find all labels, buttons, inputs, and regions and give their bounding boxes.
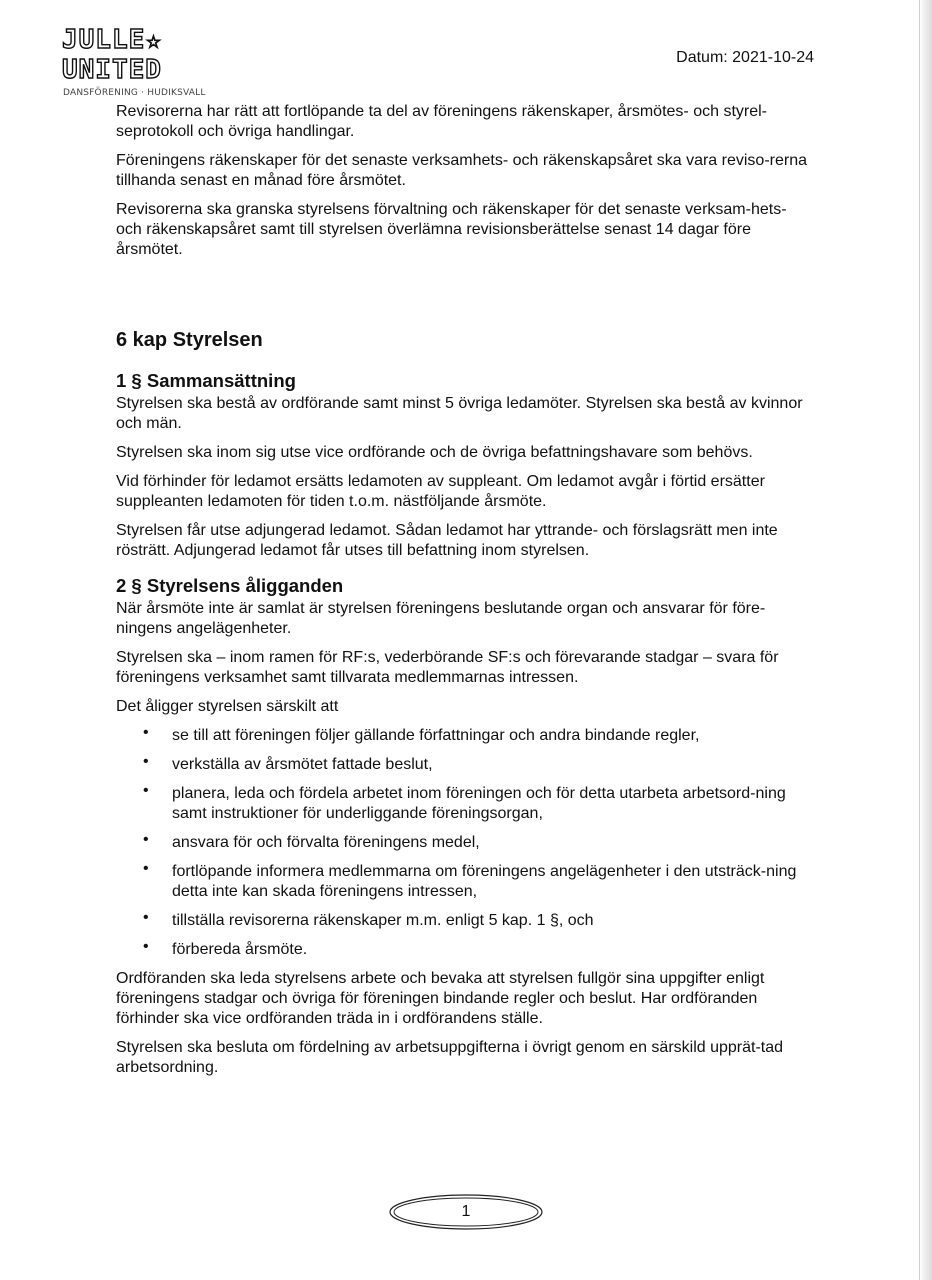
logo-wordmark-line2: UNITED bbox=[62, 55, 162, 85]
list-item-text: fortlöpande informera medlemmarna om föreningens angelägenheter i den utsträck-ning detta inte kan skada föreningens intressen, bbox=[172, 863, 797, 900]
list-item-text: planera, leda och fördela arbetet inom föreningen och för detta utarbeta arbetsord-ning samt instruktioner för underliggande föreningsorgan, bbox=[172, 785, 786, 822]
section-paragraph: Vid förhinder för ledamot ersätts ledamoten av suppleant. Om ledamot avgår i förtid ersätter suppleanten ledamoten för tiden t.o.m. nästföljande årsmöte. bbox=[116, 473, 765, 510]
bullet-icon: • bbox=[143, 753, 149, 770]
bullet-icon: • bbox=[143, 938, 149, 955]
club-logo bbox=[62, 25, 206, 102]
list-item-text: tillställa revisorerna räkenskaper m.m. enligt 5 kap. 1 §, och bbox=[172, 912, 594, 929]
section-paragraph: Styrelsen ska inom sig utse vice ordförande och de övriga befattningshavare som behövs. bbox=[116, 444, 753, 461]
bullet-icon: • bbox=[143, 782, 149, 799]
intro-paragraph: Föreningens räkenskaper för det senaste verksamhets- och räkenskapsåret ska vara reviso-rerna tillhanda senast en månad före årsmötet. bbox=[116, 152, 807, 189]
list-item-text: ansvara för och förvalta föreningens medel, bbox=[172, 834, 480, 851]
list-item bbox=[116, 784, 816, 824]
section-paragraph: Styrelsen ska – inom ramen för RF:s, vederbörande SF:s och förevarande stadgar – svara för föreningens verksamhet samt tillvarata medlemmarnas intressen. bbox=[116, 649, 779, 686]
list-item-text: se till att föreningen följer gällande författningar och andra bindande regler, bbox=[172, 727, 700, 744]
section-heading: 2 § Styrelsens åligganden bbox=[116, 575, 344, 596]
bullet-icon: • bbox=[143, 909, 149, 926]
star-icon: ☆ bbox=[146, 26, 162, 54]
intro-paragraph: Revisorerna ska granska styrelsens förvaltning och räkenskaper för det senaste verksam-hets- och räkenskapsåret samt till styrelsen överlämna revisionsberättelse senast 14 dagar före årsmötet. bbox=[116, 201, 787, 258]
list-item bbox=[116, 911, 816, 931]
section-heading: 1 § Sammansättning bbox=[116, 370, 296, 391]
list-item bbox=[116, 755, 816, 775]
list-item bbox=[116, 862, 816, 902]
logo-subtitle: DANSFÖRENING · HUDIKSVALL bbox=[63, 88, 206, 98]
list-item-text: verkställa av årsmötet fattade beslut, bbox=[172, 756, 433, 773]
list-item bbox=[116, 940, 816, 960]
page-number: 1 bbox=[461, 1203, 471, 1220]
bullet-icon: • bbox=[143, 724, 149, 741]
bullet-icon: • bbox=[143, 831, 149, 848]
list-item-text: förbereda årsmöte. bbox=[172, 941, 308, 958]
page-number-badge bbox=[388, 1193, 544, 1231]
document-body bbox=[116, 102, 816, 1087]
intro-paragraph: Revisorerna har rätt att fortlöpande ta del av föreningens räkenskaper, årsmötes- och styrel-seprotokoll och övriga handlingar. bbox=[116, 103, 767, 140]
section-paragraph: Det åligger styrelsen särskilt att bbox=[116, 698, 339, 715]
section-paragraph: Styrelsen ska besluta om fördelning av arbetsuppgifterna i övrigt genom en särskild upprät-tad arbetsordning. bbox=[116, 1039, 784, 1076]
section-paragraph: Styrelsen ska bestå av ordförande samt minst 5 övriga ledamöter. Styrelsen ska bestå av kvinnor och män. bbox=[116, 395, 803, 432]
logo-wordmark-line1: JULLE☆ bbox=[62, 25, 162, 55]
list-item bbox=[116, 726, 816, 746]
duties-list bbox=[116, 726, 816, 960]
section-paragraph: Styrelsen får utse adjungerad ledamot. Sådan ledamot har yttrande- och förslagsrätt men inte rösträtt. Adjungerad ledamot får utses till befattning inom styrelsen. bbox=[116, 522, 778, 559]
bullet-icon: • bbox=[143, 860, 149, 877]
page-edge bbox=[919, 0, 932, 1280]
section-paragraph: Ordföranden ska leda styrelsens arbete och bevaka att styrelsen fullgör sina uppgifter enligt föreningens stadgar och övriga för föreningen bindande regler och beslut. Har ordföranden förhinder ska vice ordföranden träda in i ordförandens ställe. bbox=[116, 970, 765, 1027]
list-item bbox=[116, 833, 816, 853]
document-date: Datum: 2021-10-24 bbox=[676, 49, 814, 66]
section-paragraph: När årsmöte inte är samlat är styrelsen föreningens beslutande organ och ansvarar för före-ningens angelägenheter. bbox=[116, 600, 766, 637]
chapter-heading: 6 kap Styrelsen bbox=[116, 329, 263, 351]
